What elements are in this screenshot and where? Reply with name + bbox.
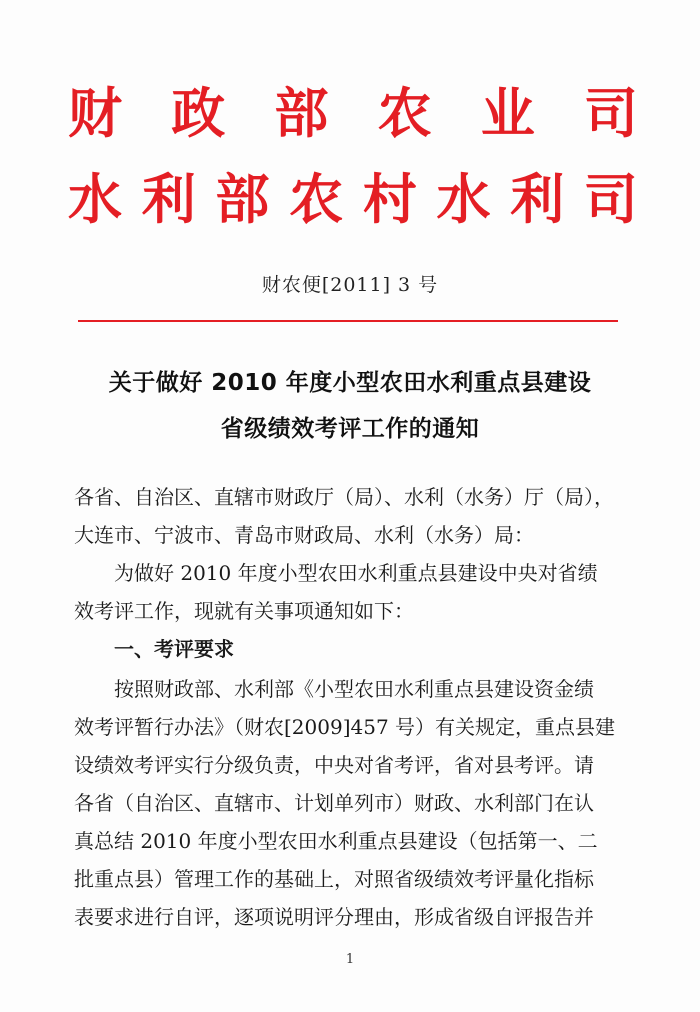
document-title-line-2: 省级绩效考评工作的通知 <box>220 416 480 442</box>
red-divider <box>78 320 618 322</box>
letterhead-char: 业 <box>480 82 535 145</box>
letterhead-char: 政 <box>171 82 226 145</box>
letterhead-char: 利 <box>141 168 196 231</box>
letterhead-char: 水 <box>436 168 491 231</box>
page-number: 1 <box>345 952 355 967</box>
document-title-line-1: 关于做好 2010 年度小型农田水利重点县建设 <box>108 370 592 396</box>
body-line: 为做好 2010 年度小型农田水利重点县建设中央对省绩 <box>114 561 598 585</box>
body-line: 效考评暂行办法》（财农[2009]457 号）有关规定，重点县建 <box>74 715 616 739</box>
letterhead-char: 部 <box>215 168 270 231</box>
body-line: 表要求进行自评，逐项说明评分理由，形成省级自评报告并 <box>74 905 594 929</box>
letterhead-char: 农 <box>289 168 344 231</box>
letterhead-char: 部 <box>274 82 329 145</box>
document-number: 财农便[2011] 3 号 <box>261 274 439 296</box>
body-line: 真总结 2010 年度小型农田水利重点县建设（包括第一、二 <box>74 829 598 853</box>
body-line: 批重点县）管理工作的基础上，对照省级绩效考评量化指标 <box>74 867 594 891</box>
letterhead-char: 利 <box>510 168 565 231</box>
letterhead-char: 财 <box>68 82 122 145</box>
body-line: 各省（自治区、直辖市、计划单列市）财政、水利部门在认 <box>74 791 594 815</box>
letterhead-char: 农 <box>377 82 432 145</box>
letterhead-line-2 <box>68 170 638 230</box>
section-heading: 一、考评要求 <box>114 637 234 661</box>
body-line: 效考评工作，现就有关事项通知如下： <box>74 599 414 623</box>
letterhead-char: 水 <box>68 168 122 231</box>
document-body <box>74 478 634 929</box>
letterhead-line-1 <box>68 84 638 144</box>
addressee-line: 各省、自治区、直辖市财政厅（局）、水利（水务）厅（局）， <box>74 485 614 509</box>
letterhead-char: 司 <box>583 82 638 145</box>
addressee-line: 大连市、宁波市、青岛市财政局、水利（水务）局： <box>74 523 534 547</box>
letterhead-char: 村 <box>362 168 417 231</box>
body-line: 设绩效考评实行分级负责，中央对省考评，省对县考评。请 <box>74 753 594 777</box>
body-line: 按照财政部、水利部《小型农田水利重点县建设资金绩 <box>114 677 594 701</box>
letterhead-char: 司 <box>583 168 638 231</box>
